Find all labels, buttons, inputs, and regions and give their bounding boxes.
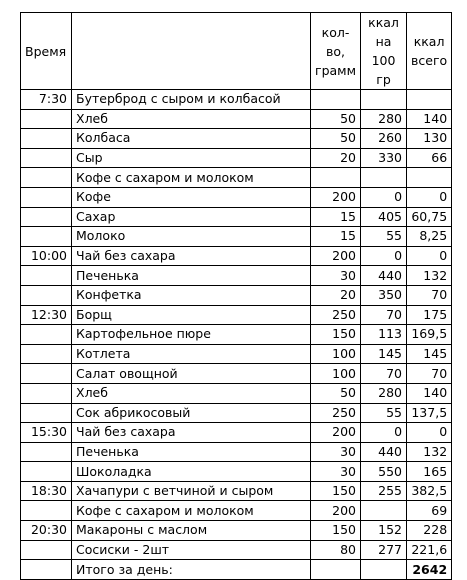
row-item-name: Сыр	[72, 148, 311, 168]
row-kcal-total: 132	[407, 266, 452, 286]
table-row	[21, 344, 452, 364]
row-quantity: 15	[311, 207, 361, 227]
row-time: 10:00	[21, 246, 72, 266]
row-item-name: Салат овощной	[72, 364, 311, 384]
row-kcal-total: 382,5	[407, 481, 452, 501]
row-time	[21, 168, 72, 188]
total-kcal100-cell	[361, 560, 407, 580]
row-kcal-per-100g: 260	[361, 129, 407, 149]
row-time: 18:30	[21, 481, 72, 501]
row-item-name: Кофе с сахаром и молоком	[72, 501, 311, 521]
row-kcal-per-100g: 55	[361, 227, 407, 247]
row-kcal-per-100g: 277	[361, 540, 407, 560]
row-item-name: Хлеб	[72, 383, 311, 403]
row-time: 20:30	[21, 521, 72, 541]
row-item-name: Сосиски - 2шт	[72, 540, 311, 560]
row-kcal-per-100g: 255	[361, 481, 407, 501]
row-kcal-total: 228	[407, 521, 452, 541]
table-row	[21, 305, 452, 325]
row-time	[21, 540, 72, 560]
row-quantity: 30	[311, 462, 361, 482]
total-label: Итого за день:	[72, 560, 311, 580]
row-item-name: Хлеб	[72, 109, 311, 129]
header-quantity: кол-во, грамм	[311, 13, 361, 90]
total-value: 2642	[407, 560, 452, 580]
row-kcal-total: 66	[407, 148, 452, 168]
table-row	[21, 442, 452, 462]
table-row	[21, 540, 452, 560]
header-row	[21, 13, 452, 90]
row-kcal-total	[407, 168, 452, 188]
row-time	[21, 383, 72, 403]
row-time	[21, 148, 72, 168]
row-time	[21, 285, 72, 305]
row-quantity: 30	[311, 442, 361, 462]
row-item-name: Макароны с маслом	[72, 521, 311, 541]
row-kcal-per-100g: 0	[361, 423, 407, 443]
row-kcal-per-100g: 350	[361, 285, 407, 305]
table-row	[21, 246, 452, 266]
row-kcal-per-100g: 113	[361, 325, 407, 345]
row-quantity: 100	[311, 344, 361, 364]
row-kcal-per-100g: 0	[361, 187, 407, 207]
row-item-name: Печенька	[72, 442, 311, 462]
row-kcal-per-100g: 145	[361, 344, 407, 364]
row-quantity: 200	[311, 501, 361, 521]
row-item-name: Кофе с сахаром и молоком	[72, 168, 311, 188]
row-kcal-total: 132	[407, 442, 452, 462]
row-kcal-per-100g: 330	[361, 148, 407, 168]
row-quantity: 150	[311, 325, 361, 345]
row-quantity: 30	[311, 266, 361, 286]
row-time	[21, 207, 72, 227]
row-item-name: Хачапури с ветчиной и сыром	[72, 481, 311, 501]
table-row	[21, 403, 452, 423]
row-kcal-total	[407, 90, 452, 110]
row-time: 12:30	[21, 305, 72, 325]
row-kcal-per-100g: 152	[361, 521, 407, 541]
row-quantity: 200	[311, 423, 361, 443]
header-name	[72, 13, 311, 90]
table-row	[21, 168, 452, 188]
row-kcal-per-100g: 440	[361, 442, 407, 462]
table-body	[21, 90, 452, 560]
table-row	[21, 423, 452, 443]
table-row	[21, 481, 452, 501]
row-kcal-total: 0	[407, 246, 452, 266]
row-kcal-per-100g	[361, 168, 407, 188]
table-row	[21, 109, 452, 129]
total-time-cell	[21, 560, 72, 580]
row-item-name: Чай без сахара	[72, 246, 311, 266]
row-time	[21, 187, 72, 207]
table-row	[21, 462, 452, 482]
row-quantity: 50	[311, 109, 361, 129]
row-quantity: 150	[311, 481, 361, 501]
table-row	[21, 285, 452, 305]
table-row	[21, 148, 452, 168]
table-row	[21, 364, 452, 384]
row-kcal-per-100g: 280	[361, 383, 407, 403]
total-qty-cell	[311, 560, 361, 580]
row-kcal-per-100g: 0	[361, 246, 407, 266]
row-quantity: 200	[311, 246, 361, 266]
row-kcal-total: 60,75	[407, 207, 452, 227]
row-kcal-total: 8,25	[407, 227, 452, 247]
row-item-name: Шоколадка	[72, 462, 311, 482]
row-kcal-total: 70	[407, 285, 452, 305]
row-kcal-total: 169,5	[407, 325, 452, 345]
row-quantity: 20	[311, 148, 361, 168]
row-quantity: 150	[311, 521, 361, 541]
row-item-name: Колбаса	[72, 129, 311, 149]
row-kcal-total: 145	[407, 344, 452, 364]
row-kcal-total: 175	[407, 305, 452, 325]
row-kcal-total: 221,6	[407, 540, 452, 560]
row-time	[21, 501, 72, 521]
row-item-name: Борщ	[72, 305, 311, 325]
row-kcal-per-100g: 55	[361, 403, 407, 423]
table-row	[21, 227, 452, 247]
row-quantity: 50	[311, 383, 361, 403]
row-item-name: Чай без сахара	[72, 423, 311, 443]
row-kcal-total: 69	[407, 501, 452, 521]
table-row	[21, 90, 452, 110]
row-quantity	[311, 168, 361, 188]
table-row	[21, 129, 452, 149]
row-kcal-total: 140	[407, 109, 452, 129]
row-kcal-per-100g: 280	[361, 109, 407, 129]
calorie-table	[20, 12, 452, 580]
row-kcal-per-100g: 550	[361, 462, 407, 482]
row-time	[21, 442, 72, 462]
row-item-name: Молоко	[72, 227, 311, 247]
row-kcal-per-100g	[361, 501, 407, 521]
row-item-name: Сок абрикосовый	[72, 403, 311, 423]
row-time	[21, 129, 72, 149]
row-time: 15:30	[21, 423, 72, 443]
row-kcal-total: 70	[407, 364, 452, 384]
row-kcal-per-100g	[361, 90, 407, 110]
row-quantity: 250	[311, 403, 361, 423]
row-item-name: Печенька	[72, 266, 311, 286]
row-item-name: Картофельное пюре	[72, 325, 311, 345]
row-time	[21, 344, 72, 364]
row-quantity: 15	[311, 227, 361, 247]
row-time	[21, 364, 72, 384]
table-row	[21, 521, 452, 541]
row-time	[21, 462, 72, 482]
row-kcal-total: 140	[407, 383, 452, 403]
row-quantity: 20	[311, 285, 361, 305]
row-quantity: 100	[311, 364, 361, 384]
row-kcal-total: 137,5	[407, 403, 452, 423]
total-row	[21, 560, 452, 580]
row-item-name: Бутерброд с сыром и колбасой	[72, 90, 311, 110]
table-row	[21, 266, 452, 286]
row-kcal-per-100g: 405	[361, 207, 407, 227]
row-time	[21, 325, 72, 345]
table-row	[21, 325, 452, 345]
row-kcal-total: 130	[407, 129, 452, 149]
row-kcal-total: 0	[407, 423, 452, 443]
row-kcal-per-100g: 70	[361, 305, 407, 325]
header-kcal-total: ккал всего	[407, 13, 452, 90]
table-row	[21, 187, 452, 207]
table-row	[21, 207, 452, 227]
header-kcal-per-100g: ккал на 100 гр	[361, 13, 407, 90]
row-kcal-total: 0	[407, 187, 452, 207]
row-time	[21, 227, 72, 247]
row-quantity	[311, 90, 361, 110]
header-time: Время	[21, 13, 72, 90]
row-time	[21, 109, 72, 129]
row-item-name: Кофе	[72, 187, 311, 207]
row-quantity: 200	[311, 187, 361, 207]
row-quantity: 80	[311, 540, 361, 560]
table-row	[21, 383, 452, 403]
row-item-name: Котлета	[72, 344, 311, 364]
row-time: 7:30	[21, 90, 72, 110]
row-kcal-total: 165	[407, 462, 452, 482]
row-kcal-per-100g: 70	[361, 364, 407, 384]
row-kcal-per-100g: 440	[361, 266, 407, 286]
row-quantity: 250	[311, 305, 361, 325]
row-item-name: Конфетка	[72, 285, 311, 305]
table-row	[21, 501, 452, 521]
row-quantity: 50	[311, 129, 361, 149]
row-time	[21, 266, 72, 286]
row-item-name: Сахар	[72, 207, 311, 227]
row-time	[21, 403, 72, 423]
